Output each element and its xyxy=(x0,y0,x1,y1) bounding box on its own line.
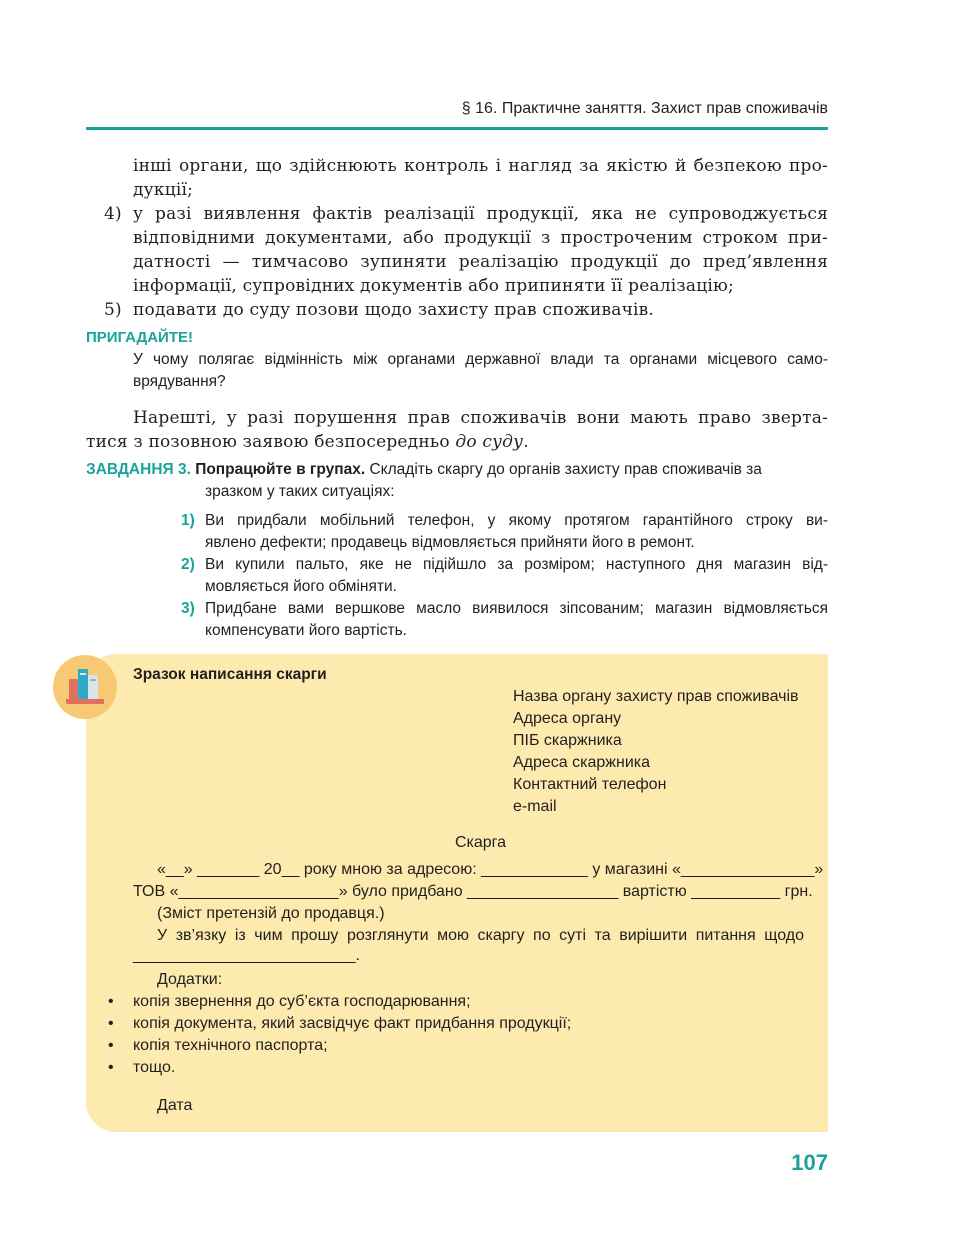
complaint-line: «__» _______ 20__ року мною за адресою: ____________ у магазині «_______________» xyxy=(157,861,824,878)
task-label: ЗАВДАННЯ 3. xyxy=(86,461,191,478)
body-line: дукції; xyxy=(133,180,194,200)
bullet: • xyxy=(108,1015,114,1032)
books-icon xyxy=(53,655,117,719)
address-line: Адреса скаржника xyxy=(513,754,651,771)
paragraph-line xyxy=(86,432,529,452)
task-item-number: 1) xyxy=(181,512,195,529)
complaint-line: ТОВ «__________________» було придбано _________________ вартістю __________ грн. xyxy=(133,883,813,900)
task-bold: Попрацюйте в групах. xyxy=(195,461,366,478)
body-line: інформації, супровідних документів або припиняти її реалізацію; xyxy=(133,276,734,296)
attachments-title: Додатки: xyxy=(157,971,223,988)
task-item-line: мовляється його обміняти. xyxy=(205,578,397,595)
address-line: ПІБ скаржника xyxy=(513,732,622,749)
attachment-item: копія технічного паспорта; xyxy=(133,1037,328,1054)
header-rule xyxy=(86,127,828,130)
task-item-line: Ви придбали мобільний телефон, у якому протягом гарантійного строку ви- xyxy=(205,512,828,529)
address-line: e-mail xyxy=(513,798,557,815)
remember-heading: ПРИГАДАЙТЕ! xyxy=(86,329,193,346)
running-head: § 16. Практичне заняття. Захист прав споживачів xyxy=(461,100,828,117)
task-item-line: компенсувати його вартість. xyxy=(205,622,407,639)
task-item-number: 2) xyxy=(181,556,195,573)
bullet: • xyxy=(108,1059,114,1076)
list-number: 4) xyxy=(104,204,122,224)
remember-line: врядування? xyxy=(133,373,226,390)
complaint-line: (Зміст претензій до продавця.) xyxy=(157,905,385,922)
list-number: 5) xyxy=(104,300,122,320)
complaint-line: У зв’язку із чим прошу розглянути мою скаргу по суті та вирішити питання щодо xyxy=(157,927,804,944)
task-item-line: Ви купили пальто, яке не підійшло за розміром; наступного дня магазин від- xyxy=(205,556,828,573)
complaint-heading: Скарга xyxy=(454,834,507,851)
body-line: подавати до суду позови щодо захисту прав споживачів. xyxy=(133,300,655,320)
sample-title: Зразок написання скарги xyxy=(133,666,327,683)
body-line: датності — тимчасово зупиняти реалізацію продукції до пред’явлення xyxy=(133,252,828,272)
body-line: у разі виявлення фактів реалізації продукції, яка не супроводжується xyxy=(133,204,828,224)
body-line: інші органи, що здійснюють контроль і нагляд за якістю й безпекою про- xyxy=(133,156,828,176)
task-item-line: явлено дефекти; продавець відмовляється прийняти його в ремонт. xyxy=(205,534,695,551)
address-line: Контактний телефон xyxy=(513,776,667,793)
paragraph-text: тися з позовною заявою безпосередньо xyxy=(86,432,456,452)
bullet: • xyxy=(108,993,114,1010)
task-line: зразком у таких ситуаціях: xyxy=(205,483,395,500)
task-item-number: 3) xyxy=(181,600,195,617)
task-heading-line xyxy=(86,461,762,479)
task-item-line: Придбане вами вершкове масло виявилося зіпсованим; магазин відмовляється xyxy=(205,600,828,617)
emphasis-text: до суду xyxy=(455,432,524,452)
body-line: відповідними документами, або продукції з простроченим строком при- xyxy=(133,228,828,248)
paragraph-line: Нарешті, у разі порушення прав споживачів вони мають право зверта- xyxy=(133,408,828,428)
date-label: Дата xyxy=(157,1097,193,1114)
bullet: • xyxy=(108,1037,114,1054)
attachment-item: копія звернення до суб’єкта господарювання; xyxy=(133,993,471,1010)
address-line: Назва органу захисту прав споживачів xyxy=(513,688,799,705)
remember-line: У чому полягає відмінність між органами державної влади та органами місцевого само- xyxy=(133,351,828,368)
attachment-item: тощо. xyxy=(133,1059,176,1076)
address-line: Адреса органу xyxy=(513,710,622,727)
task-text: Складіть скаргу до органів захисту прав споживачів за xyxy=(365,461,762,478)
page-number: 107 xyxy=(791,1150,828,1175)
complaint-line: _________________________. xyxy=(133,947,360,964)
attachment-item: копія документа, який засвідчує факт придбання продукції; xyxy=(133,1015,572,1032)
paragraph-text: . xyxy=(523,432,529,452)
